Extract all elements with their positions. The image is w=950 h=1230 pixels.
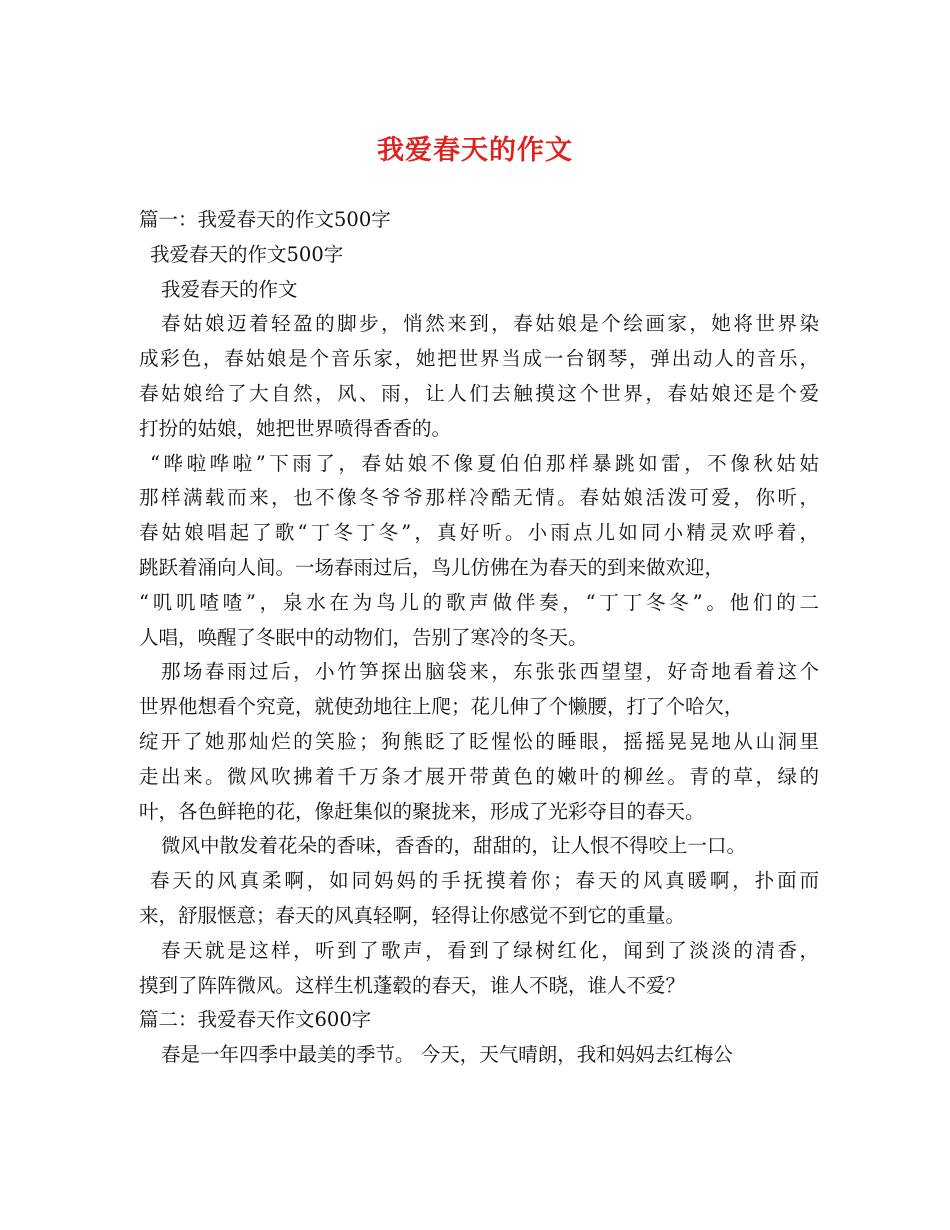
body-line: 春姑娘迈着轻盈的脚步，悄然来到，春姑娘是个绘画家，她将世界染 (161, 312, 819, 336)
body-line: “哗啦哗啦”下雨了，春姑娘不像夏伯伯那样暴跳如雷，不像秋姑姑 (150, 451, 819, 475)
body-line: 人唱，唤醒了冬眠中的动物们，告别了寒冷的冬天。 (139, 625, 588, 649)
subheading: 我爱春天的作文 (161, 277, 298, 301)
body-line: 绽开了她那灿烂的笑脸；狗熊眨了眨惺忪的睡眼，摇摇晃晃地从山洞里 (139, 729, 819, 753)
body-line: 春是一年四季中最美的季节。 今天，天气晴朗，我和妈妈去红梅公 (161, 1043, 733, 1067)
body-line: 走出来。微风吹拂着千万条才展开带黄色的嫩叶的柳丝。青的草，绿的 (139, 764, 819, 788)
body-line: 世界他想看个究竟，就使劲地往上爬；花儿伸了个懒腰，打了个哈欠， (139, 695, 744, 719)
body-line: 摸到了阵阵微风。这样生机蓬毂的春天，谁人不晓，谁人不爱？ (139, 973, 686, 997)
body-line: 那场春雨过后，小竹笋探出脑袋来，东张张西望望，好奇地看着这个 (161, 660, 819, 684)
body-line: 来，舒服惬意；春天的风真轻啊，轻得让你感觉不到它的重量。 (139, 903, 686, 927)
body-line: 那样满载而来，也不像冬爷爷那样冷酷无情。春姑娘活泼可爱，你听， (139, 486, 819, 510)
body-line: 成彩色，春姑娘是个音乐家，她把世界当成一台钢琴，弹出动人的音乐， (139, 347, 819, 371)
document-title: 我爱春天的作文 (377, 135, 573, 166)
body-line: 春姑娘给了大自然，风、雨，让人们去触摸这个世界，春姑娘还是个爱 (139, 381, 819, 405)
body-line: 春天的风真柔啊，如同妈妈的手抚摸着你；春天的风真暖啊，扑面而 (150, 869, 819, 893)
subheading: 我爱春天的作文500字 (150, 242, 344, 266)
body-line: 跳跃着涌向人间。一场春雨过后，鸟儿仿佛在为春天的到来做欢迎， (139, 555, 725, 579)
body-line: 微风中散发着花朵的香味，香香的，甜甜的，让人恨不得咬上一口。 (161, 834, 747, 858)
section-heading: 篇二：我爱春天作文600字 (139, 1008, 372, 1032)
body-line: 春姑娘唱起了歌“丁冬丁冬”，真好听。小雨点儿如同小精灵欢呼着， (139, 521, 819, 545)
document-body (139, 203, 819, 1073)
body-line: 春天就是这样，听到了歌声，看到了绿树红化，闻到了淡淡的清香， (161, 938, 819, 962)
section-heading: 篇一：我爱春天的作文500字 (139, 208, 391, 231)
body-line: “叽叽喳喳”，泉水在为鸟儿的歌声做伴奏，“丁丁冬冬”。他们的二 (139, 590, 819, 614)
body-line: 叶，各色鲜艳的花，像赶集似的聚拢来，形成了光彩夺目的春天。 (139, 799, 705, 823)
body-line: 打扮的姑娘，她把世界喷得香香的。 (139, 416, 452, 440)
